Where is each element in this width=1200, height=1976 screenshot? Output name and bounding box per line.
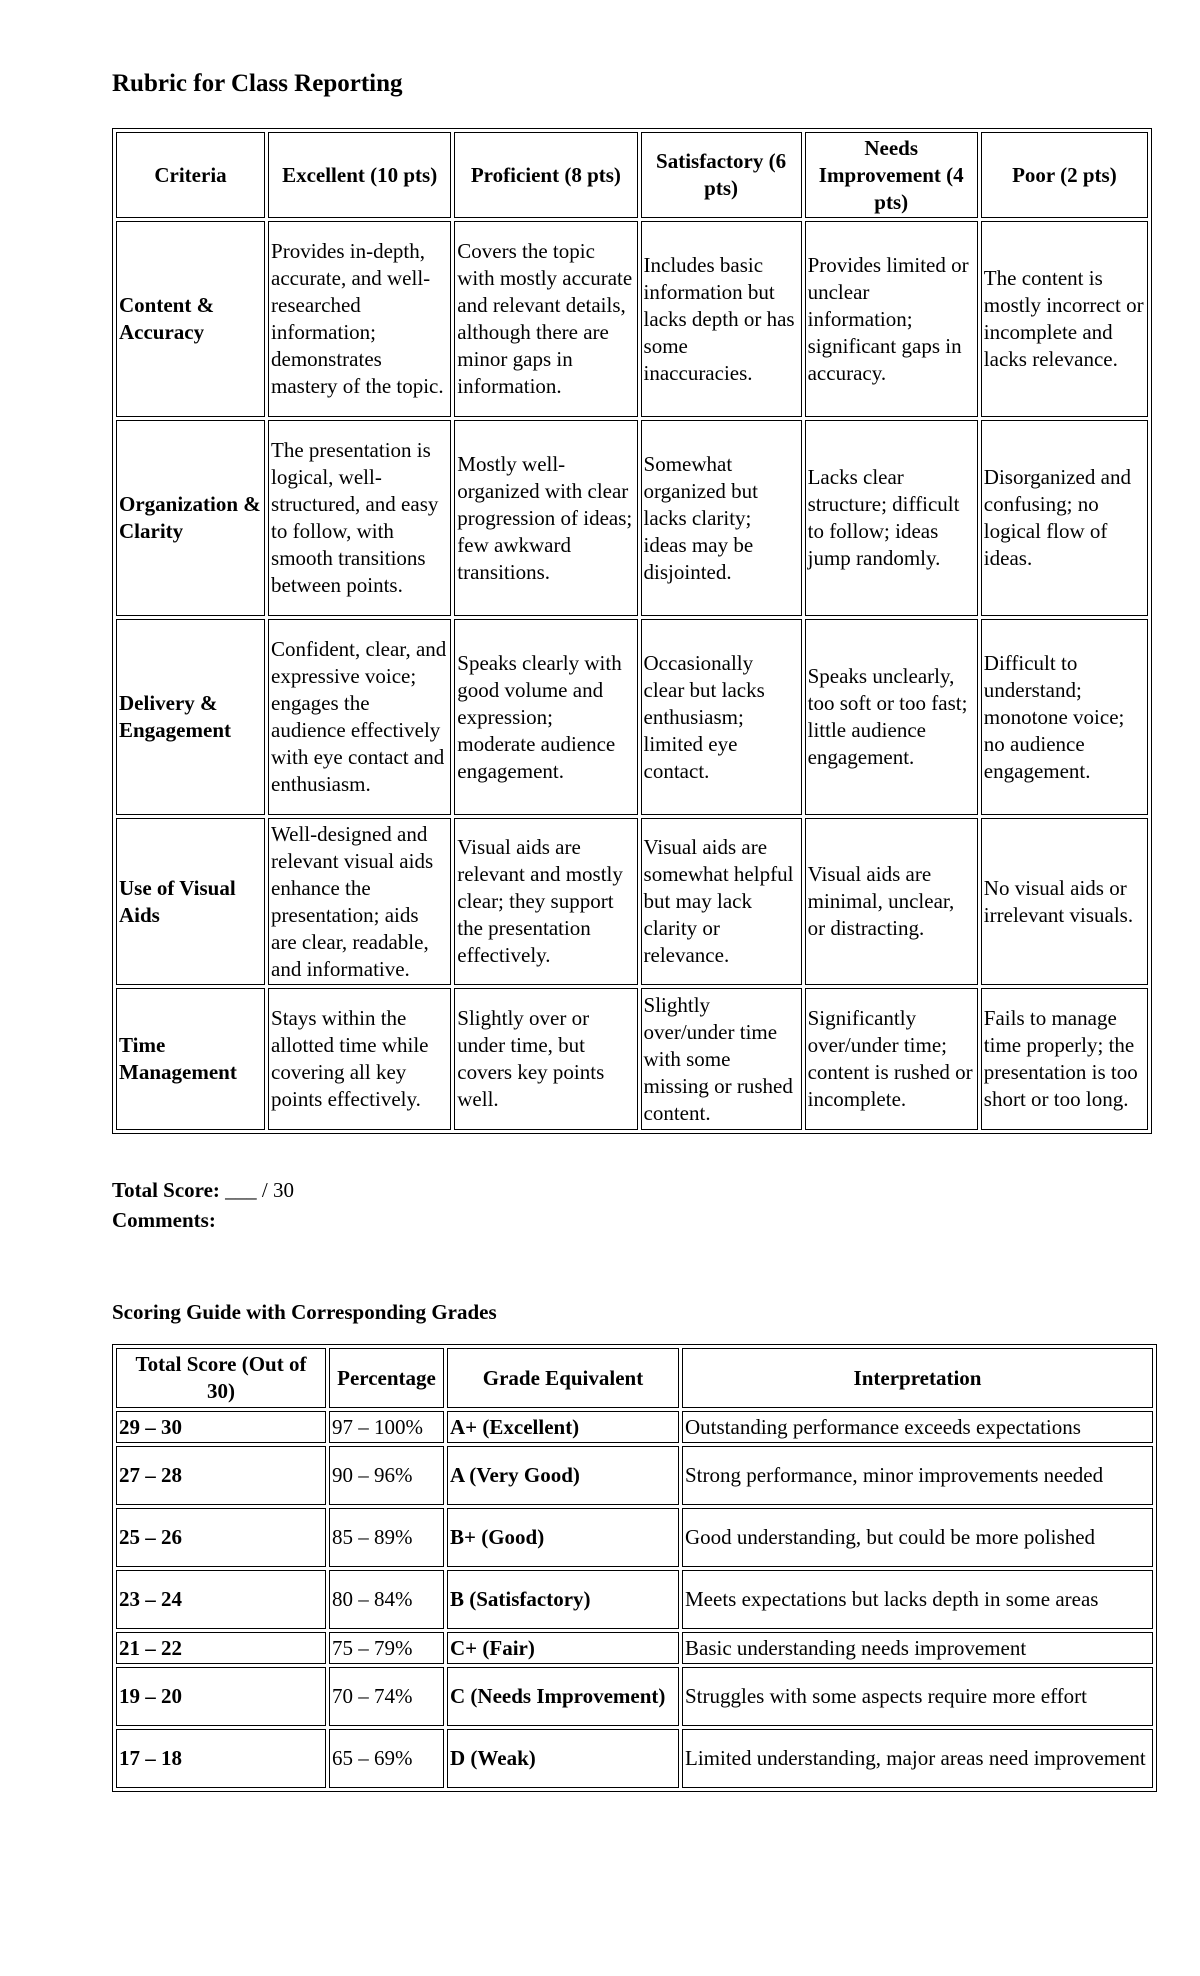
percentage-cell: 97 – 100% — [329, 1411, 444, 1443]
header-excellent: Excellent (10 pts) — [268, 132, 451, 218]
rubric-cell: Visual aids are somewhat helpful but may lack clarity or relevance. — [641, 818, 802, 985]
rubric-cell: Visual aids are relevant and mostly clear; they support the presentation effectively. — [454, 818, 637, 985]
rubric-row — [116, 988, 1148, 1130]
criteria-cell: Time Management — [116, 988, 265, 1130]
rubric-cell: Speaks clearly with good volume and expression; moderate audience engagement. — [454, 619, 637, 815]
criteria-cell: Content & Accuracy — [116, 221, 265, 417]
rubric-cell: Disorganized and confusing; no logical flow of ideas. — [981, 420, 1148, 616]
rubric-cell: Slightly over/under time with some missing or rushed content. — [641, 988, 802, 1130]
rubric-cell: Occasionally clear but lacks enthusiasm; limited eye contact. — [641, 619, 802, 815]
rubric-cell: Significantly over/under time; content is rushed or incomplete. — [805, 988, 978, 1130]
rubric-cell: Somewhat organized but lacks clarity; ideas may be disjointed. — [641, 420, 802, 616]
rubric-cell: Stays within the allotted time while covering all key points effectively. — [268, 988, 451, 1130]
rubric-cell: Lacks clear structure; difficult to follow; ideas jump randomly. — [805, 420, 978, 616]
grade-cell: C+ (Fair) — [447, 1632, 679, 1664]
percentage-cell: 90 – 96% — [329, 1446, 444, 1505]
total-score-label: Total Score: — [112, 1178, 220, 1202]
score-cell: 17 – 18 — [116, 1729, 326, 1788]
rubric-cell: Speaks unclearly, too soft or too fast; little audience engagement. — [805, 619, 978, 815]
interpretation-cell: Limited understanding, major areas need improvement — [682, 1729, 1153, 1788]
total-score-line — [112, 1175, 294, 1205]
scoring-row — [116, 1729, 1153, 1788]
header-poor: Poor (2 pts) — [981, 132, 1148, 218]
percentage-cell: 70 – 74% — [329, 1667, 444, 1726]
percentage-cell: 65 – 69% — [329, 1729, 444, 1788]
rubric-cell: The presentation is logical, well-structured, and easy to follow, with smooth transitions between points. — [268, 420, 451, 616]
rubric-cell: No visual aids or irrelevant visuals. — [981, 818, 1148, 985]
scoring-guide-table — [112, 1344, 1157, 1792]
header-interpretation: Interpretation — [682, 1348, 1153, 1408]
scoring-header-row — [116, 1348, 1153, 1408]
grade-cell: B+ (Good) — [447, 1508, 679, 1567]
rubric-row — [116, 420, 1148, 616]
rubric-cell: Provides in-depth, accurate, and well-researched information; demonstrates mastery of the topic. — [268, 221, 451, 417]
interpretation-cell: Struggles with some aspects require more effort — [682, 1667, 1153, 1726]
rubric-table — [112, 128, 1152, 1134]
interpretation-cell: Strong performance, minor improvements needed — [682, 1446, 1153, 1505]
percentage-cell: 80 – 84% — [329, 1570, 444, 1629]
rubric-cell: Fails to manage time properly; the presentation is too short or too long. — [981, 988, 1148, 1130]
percentage-cell: 75 – 79% — [329, 1632, 444, 1664]
grade-cell: A+ (Excellent) — [447, 1411, 679, 1443]
rubric-cell: Mostly well-organized with clear progression of ideas; few awkward transitions. — [454, 420, 637, 616]
score-cell: 23 – 24 — [116, 1570, 326, 1629]
rubric-cell: Well-designed and relevant visual aids enhance the presentation; aids are clear, readable, and informative. — [268, 818, 451, 985]
score-cell: 29 – 30 — [116, 1411, 326, 1443]
score-cell: 27 – 28 — [116, 1446, 326, 1505]
rubric-cell: Covers the topic with mostly accurate and relevant details, although there are minor gaps in information. — [454, 221, 637, 417]
header-percentage: Percentage — [329, 1348, 444, 1408]
page-title: Rubric for Class Reporting — [112, 70, 403, 97]
scoring-row — [116, 1411, 1153, 1443]
rubric-cell: Includes basic information but lacks depth or has some inaccuracies. — [641, 221, 802, 417]
total-score-value: ___ / 30 — [225, 1178, 295, 1202]
comments-line — [112, 1205, 294, 1235]
scoring-guide-title: Scoring Guide with Corresponding Grades — [112, 1300, 497, 1324]
score-cell: 25 – 26 — [116, 1508, 326, 1567]
scoring-row — [116, 1570, 1153, 1629]
interpretation-cell: Outstanding performance exceeds expectations — [682, 1411, 1153, 1443]
grade-cell: B (Satisfactory) — [447, 1570, 679, 1629]
comments-label: Comments: — [112, 1208, 216, 1232]
score-cell: 19 – 20 — [116, 1667, 326, 1726]
score-cell: 21 – 22 — [116, 1632, 326, 1664]
rubric-cell: Confident, clear, and expressive voice; engages the audience effectively with eye contact and enthusiasm. — [268, 619, 451, 815]
scoring-row — [116, 1632, 1153, 1664]
rubric-cell: Visual aids are minimal, unclear, or distracting. — [805, 818, 978, 985]
header-criteria: Criteria — [116, 132, 265, 218]
interpretation-cell: Meets expectations but lacks depth in some areas — [682, 1570, 1153, 1629]
scoring-row — [116, 1446, 1153, 1505]
rubric-cell: The content is mostly incorrect or incomplete and lacks relevance. — [981, 221, 1148, 417]
criteria-cell: Use of Visual Aids — [116, 818, 265, 985]
totals-block — [112, 1175, 294, 1235]
scoring-row — [116, 1508, 1153, 1567]
header-total-score: Total Score (Out of 30) — [116, 1348, 326, 1408]
scoring-row — [116, 1667, 1153, 1726]
header-grade-equivalent: Grade Equivalent — [447, 1348, 679, 1408]
criteria-cell: Organization & Clarity — [116, 420, 265, 616]
grade-cell: A (Very Good) — [447, 1446, 679, 1505]
grade-cell: D (Weak) — [447, 1729, 679, 1788]
header-proficient: Proficient (8 pts) — [454, 132, 637, 218]
rubric-cell: Provides limited or unclear information; significant gaps in accuracy. — [805, 221, 978, 417]
rubric-row — [116, 221, 1148, 417]
rubric-cell: Slightly over or under time, but covers key points well. — [454, 988, 637, 1130]
header-needs-improvement: Needs Improvement (4 pts) — [805, 132, 978, 218]
rubric-header-row — [116, 132, 1148, 218]
interpretation-cell: Basic understanding needs improvement — [682, 1632, 1153, 1664]
header-satisfactory: Satisfactory (6 pts) — [641, 132, 802, 218]
percentage-cell: 85 – 89% — [329, 1508, 444, 1567]
grade-cell: C (Needs Improvement) — [447, 1667, 679, 1726]
rubric-row — [116, 818, 1148, 985]
rubric-cell: Difficult to understand; monotone voice; no audience engagement. — [981, 619, 1148, 815]
interpretation-cell: Good understanding, but could be more polished — [682, 1508, 1153, 1567]
criteria-cell: Delivery & Engagement — [116, 619, 265, 815]
rubric-row — [116, 619, 1148, 815]
